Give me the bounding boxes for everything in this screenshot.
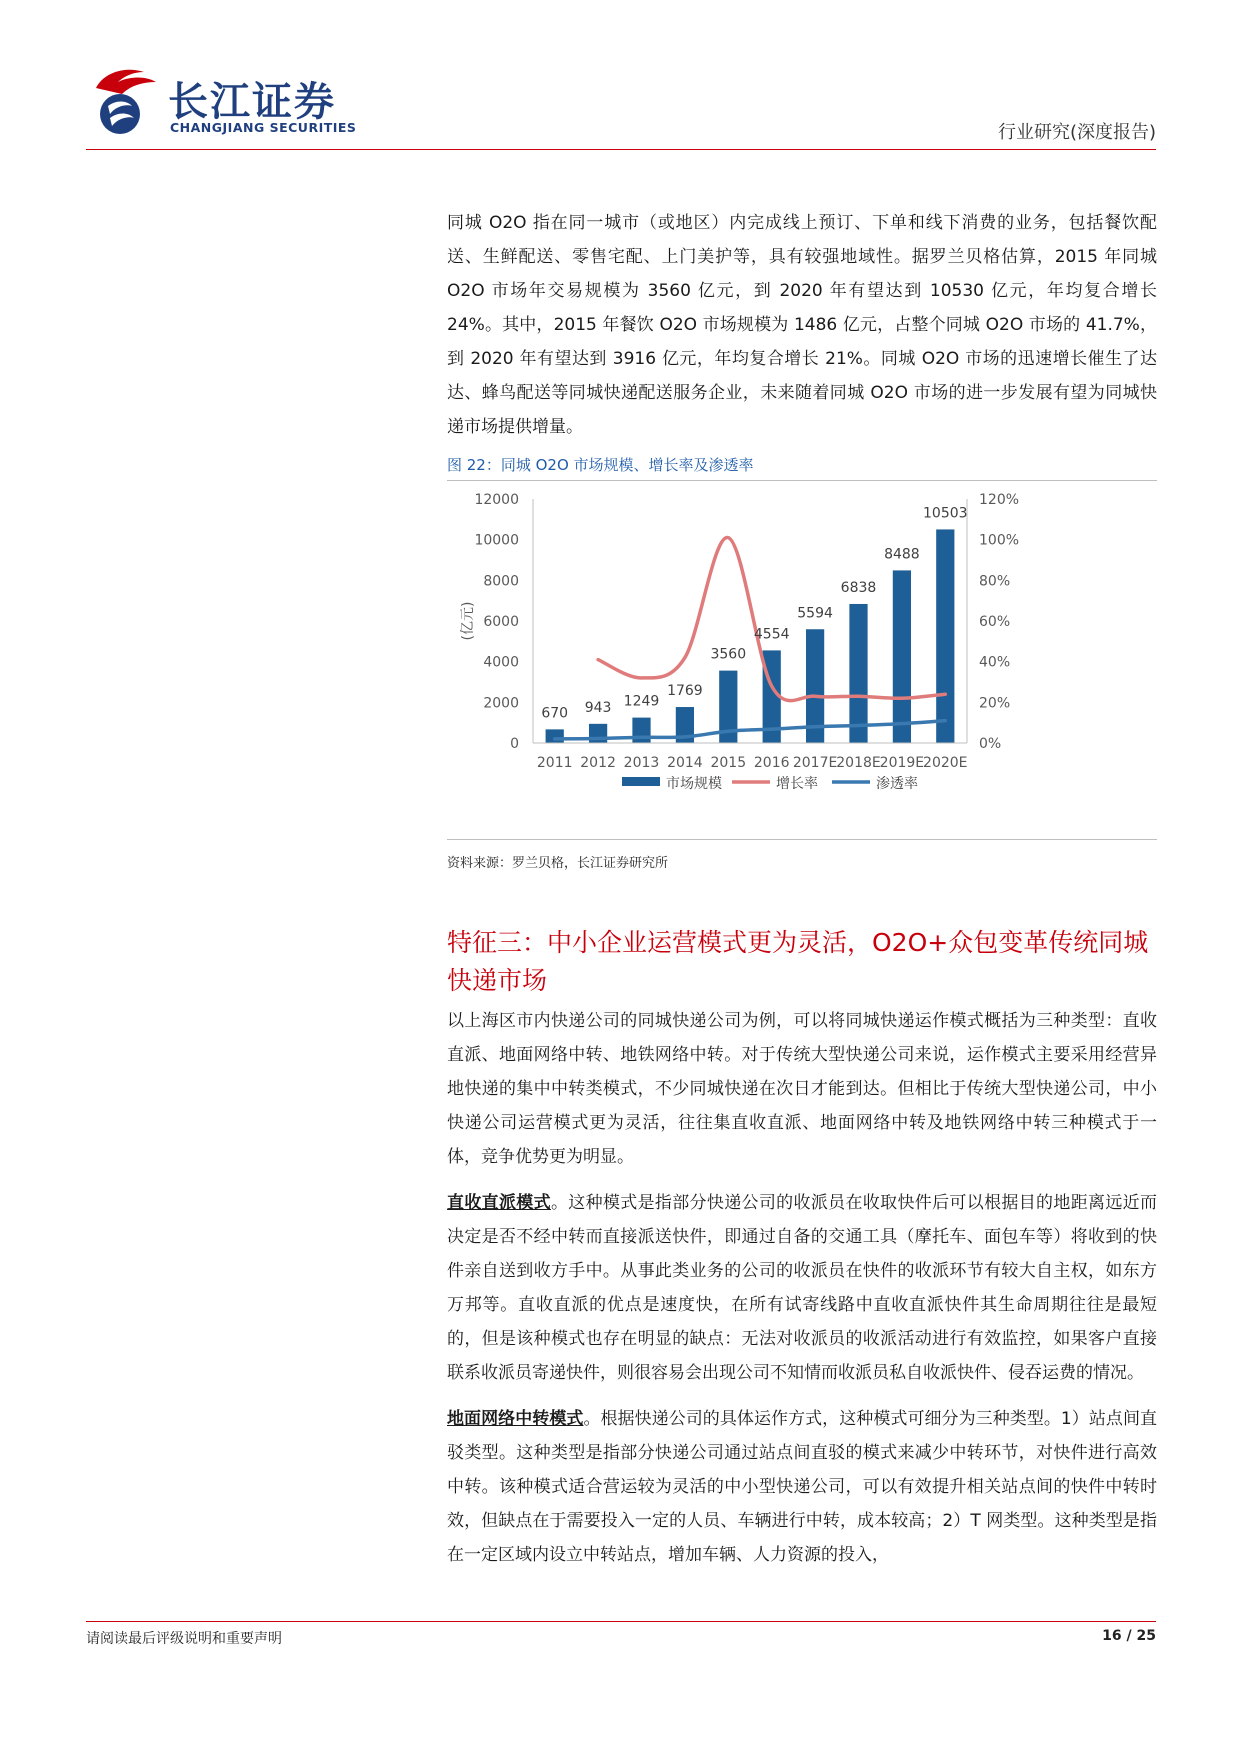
- bar-data-label: 8488: [884, 546, 920, 563]
- x-tick-label: 2017E: [792, 755, 838, 771]
- y2-tick-label: 60%: [979, 614, 1011, 630]
- y2-tick-label: 0%: [979, 736, 1002, 752]
- bar-data-label: 4554: [753, 626, 790, 643]
- body-paragraph-2: [447, 1186, 1157, 1390]
- bar-data-label: 1249: [623, 693, 660, 710]
- body-paragraph-2-heading: 直收直派模式: [447, 1193, 551, 1213]
- y2-tick-label: 80%: [979, 573, 1011, 590]
- y-tick-label: 2000: [483, 695, 519, 712]
- figure-source: 资料来源：罗兰贝格，长江证券研究所: [447, 856, 669, 871]
- body-paragraph-3-heading: 地面网络中转模式: [447, 1409, 584, 1429]
- intro-section: [447, 206, 1157, 444]
- x-tick-label: 2013: [623, 755, 660, 771]
- y-tick-label: 0: [510, 736, 519, 752]
- x-tick-label: 2016: [753, 755, 790, 771]
- y2-tick-label: 20%: [979, 695, 1011, 712]
- body-section: [447, 1004, 1157, 1572]
- body-paragraph-2-text: 。这种模式是指部分快递公司的收派员在收取快件后可以根据目的地距离远近而决定是否不经中转而直接派送快件，即通过自备的交通工具（摩托车、面包车等）将收到的快件亲自送到收方手中。从事此类业务的公司的收派员在快件的收派环节有较大自主权，如东方万邦等。直收直派的优点是速度快，在所有试寄线路中直收直派快件其生命周期往往是最短的，但是该种模式也存在明显的缺点：无法对收派员的收派活动进行有效监控，如果客户直接联系收派员寄递快件，则很容易会出现公司不知情而收派员私自收派快件、侵吞运费的情况。: [447, 1193, 1158, 1383]
- x-tick-label: 2011: [536, 755, 573, 771]
- y2-tick-label: 120%: [979, 492, 1020, 508]
- chart-container: [447, 480, 1157, 840]
- line-penetration-rate: [555, 721, 946, 739]
- logo-emblem-icon: [86, 62, 164, 140]
- bar-market-size: [936, 529, 954, 743]
- body-paragraph-3-text: 。根据快递公司的具体运作方式，这种模式可细分为三种类型。1）站点间直驳类型。这种类型是指部分快递公司通过站点间直驳的模式来减少中转环节，对快件进行高效中转。该种模式适合营运较为灵活的中小型快递公司，可以有效提升相关站点间的快件中转时效，但缺点在于需要投入一定的人员、车辆进行中转，成本较高；2）T 网类型。这种类型是指在一定区域内设立中转站点，增加车辆、人力资源的投入，: [447, 1409, 1158, 1565]
- bar-data-label: 10503: [923, 505, 968, 522]
- legend-label: 渗透率: [876, 776, 918, 792]
- footer-divider: [86, 1621, 1156, 1622]
- body-paragraph-1: 以上海区市内快递公司的同城快递公司为例，可以将同城快递运作模式概括为三种类型：直收直派、地面网络中转、地铁网络中转。对于传统大型快递公司来说，运作模式主要采用经营异地快递的集中中转类模式，不少同城快递在次日才能到达。但相比于传统大型快递公司，中小快递公司运营模式更为灵活，往往集直收直派、地面网络中转及地铁网络中转三种模式于一体，竞争优势更为明显。: [447, 1011, 1157, 1167]
- bar-market-size: [849, 604, 867, 743]
- x-tick-label: 2020E: [923, 755, 968, 771]
- y-tick-label: 6000: [483, 614, 519, 630]
- bar-data-label: 670: [541, 705, 569, 722]
- bar-data-label: 6838: [840, 579, 877, 596]
- bar-market-size: [893, 570, 911, 743]
- bar-data-label: 3560: [710, 646, 747, 663]
- logo-chinese-name: 长江证券: [168, 79, 336, 125]
- footer-disclaimer: 请阅读最后评级说明和重要声明: [86, 1631, 282, 1647]
- x-tick-label: 2014: [667, 755, 703, 771]
- body-paragraph-3: [447, 1402, 1157, 1572]
- bar-data-label: 943: [584, 699, 612, 716]
- y2-tick-label: 40%: [979, 654, 1011, 671]
- legend-label: 增长率: [776, 776, 818, 792]
- report-type-label: 行业研究(深度报告): [997, 122, 1156, 143]
- x-tick-label: 2019E: [879, 755, 925, 771]
- bar-market-size: [546, 729, 564, 743]
- company-logo: [86, 62, 386, 142]
- y-tick-label: 4000: [483, 654, 519, 671]
- legend-swatch-bar: [622, 777, 660, 786]
- bar-data-label: 5594: [797, 605, 833, 622]
- y2-tick-label: 100%: [979, 532, 1020, 549]
- section-title: 特征三：中小企业运营模式更为灵活，O2O+众包变革传统同城快递市场: [447, 928, 1149, 995]
- bar-data-label: 1769: [667, 683, 703, 700]
- o2o-market-chart: [447, 481, 1157, 839]
- y-tick-label: 8000: [483, 573, 519, 590]
- legend-label: 市场规模: [666, 776, 722, 792]
- y-axis-label: (亿元): [460, 601, 476, 641]
- header-divider: [86, 149, 1156, 150]
- y-tick-label: 12000: [474, 492, 519, 508]
- y-tick-label: 10000: [474, 532, 519, 549]
- page-number: 16 / 25: [1102, 1628, 1156, 1644]
- figure-caption: 图 22：同城 O2O 市场规模、增长率及渗透率: [447, 456, 754, 474]
- logo-english-name: CHANGJIANG SECURITIES: [170, 120, 357, 135]
- x-tick-label: 2018E: [836, 755, 881, 771]
- x-tick-label: 2015: [710, 755, 747, 771]
- intro-paragraph: 同城 O2O 指在同一城市（或地区）内完成线上预订、下单和线下消费的业务，包括餐饮配送、生鲜配送、零售宅配、上门美护等，具有较强地域性。据罗兰贝格估算，2015 年同城 O2O 市场年交易规模为 3560 亿元，到 2020 年有望达到 10530 亿元，年均复合增长 24%。其中，2015 年餐饮 O2O 市场规模为 1486 亿元，占整个同城 O2O 市场的 41.7%，到 2020 年有望达到 3916 亿元，年均复合增长 21%。同城 O2O 市场的迅速增长催生了达达、蜂鸟配送等同城快递配送服务企业，未来随着同城 O2O 市场的进一步发展有望为同城快递市场提供增量。: [447, 213, 1157, 437]
- x-tick-label: 2012: [580, 755, 616, 771]
